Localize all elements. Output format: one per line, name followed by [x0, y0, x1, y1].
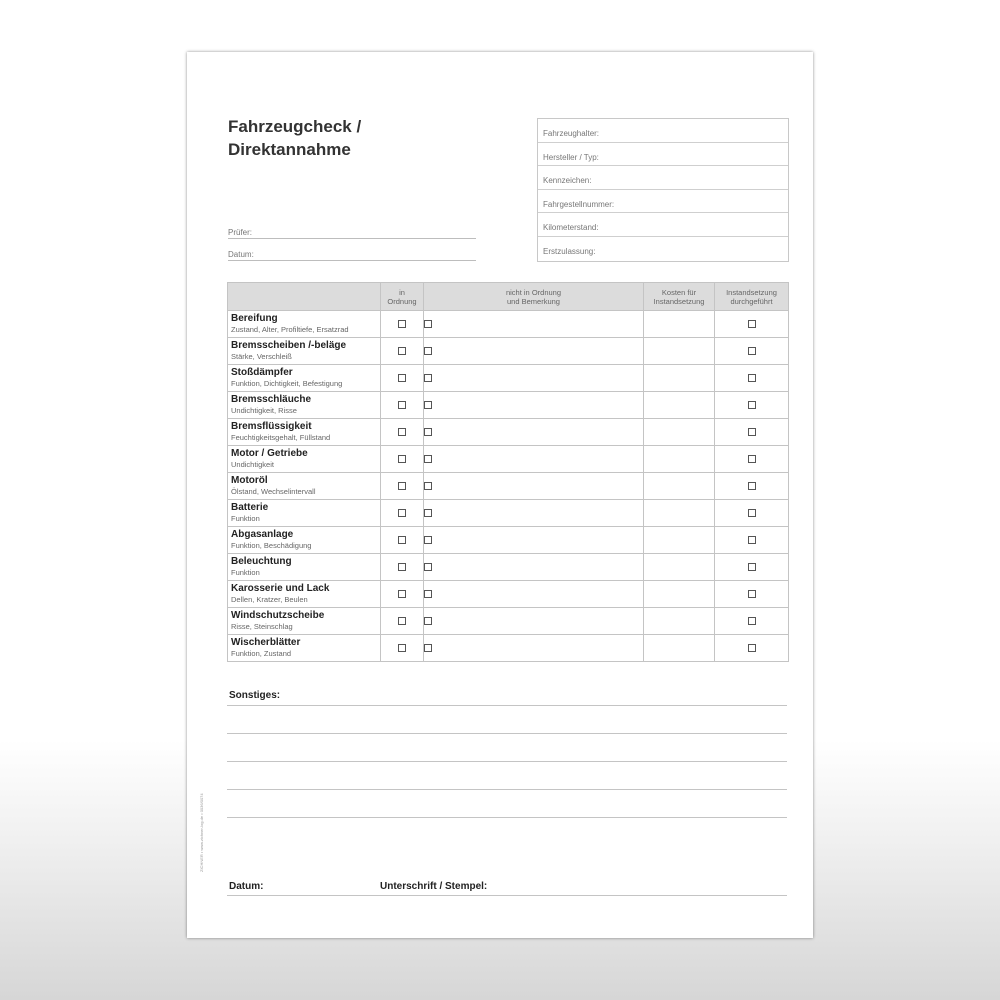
- in-ordnung-cell: [381, 581, 424, 608]
- instandsetzung-cell: [715, 338, 789, 365]
- table-row: [228, 365, 789, 392]
- instandsetzung-cell: [715, 635, 789, 662]
- kosten-cell[interactable]: [644, 419, 715, 446]
- instandsetzung-checkbox[interactable]: [748, 590, 756, 598]
- pruefer-label: Prüfer:: [228, 228, 253, 237]
- kosten-cell[interactable]: [644, 392, 715, 419]
- header-text: und Bemerkung: [507, 296, 560, 306]
- nicht-in-ordnung-checkbox[interactable]: [424, 401, 432, 409]
- sonstiges-label: Sonstiges:: [229, 690, 281, 701]
- instandsetzung-checkbox[interactable]: [748, 401, 756, 409]
- vehicle-field-erstzulassung[interactable]: [538, 237, 788, 261]
- item-description: Funktion: [231, 514, 260, 523]
- in-ordnung-checkbox[interactable]: [398, 590, 406, 598]
- kosten-cell[interactable]: [644, 500, 715, 527]
- vehicle-field-label: Kilometerstand:: [543, 223, 599, 232]
- instandsetzung-cell: [715, 311, 789, 338]
- in-ordnung-cell: [381, 365, 424, 392]
- table-row: [228, 473, 789, 500]
- instandsetzung-cell: [715, 581, 789, 608]
- kosten-cell[interactable]: [644, 338, 715, 365]
- nicht-in-ordnung-checkbox[interactable]: [424, 563, 432, 571]
- instandsetzung-cell: [715, 365, 789, 392]
- nicht-in-ordnung-checkbox[interactable]: [424, 617, 432, 625]
- item-cell: [228, 473, 381, 500]
- in-ordnung-cell: [381, 554, 424, 581]
- writing-line[interactable]: [227, 705, 787, 706]
- table-row: [228, 311, 789, 338]
- header-nicht-in-ordnung: [424, 283, 644, 311]
- item-description: Undichtigkeit, Risse: [231, 406, 297, 415]
- instandsetzung-checkbox[interactable]: [748, 455, 756, 463]
- item-name: Windschutzscheibe: [231, 610, 325, 621]
- kosten-cell[interactable]: [644, 608, 715, 635]
- table-row: [228, 500, 789, 527]
- item-name: Beleuchtung: [231, 556, 292, 567]
- in-ordnung-checkbox[interactable]: [398, 347, 406, 355]
- in-ordnung-cell: [381, 419, 424, 446]
- item-name: Motoröl: [231, 475, 268, 486]
- form-title: [228, 115, 361, 161]
- in-ordnung-cell: [381, 338, 424, 365]
- in-ordnung-cell: [381, 527, 424, 554]
- form-page: [187, 52, 813, 938]
- item-name: Batterie: [231, 502, 269, 513]
- vehicle-field-kennzeichen[interactable]: [538, 166, 788, 190]
- item-description: Funktion, Beschädigung: [231, 541, 312, 550]
- vehicle-field-kilometer[interactable]: [538, 213, 788, 237]
- nicht-in-ordnung-checkbox[interactable]: [424, 347, 432, 355]
- table-header-row: [228, 283, 789, 311]
- item-cell: [228, 527, 381, 554]
- writing-line[interactable]: [227, 789, 787, 790]
- item-name: Bremsflüssigkeit: [231, 421, 312, 432]
- table-row: [228, 392, 789, 419]
- item-description: Funktion, Dichtigkeit, Befestigung: [231, 379, 343, 388]
- signature-line[interactable]: [227, 895, 787, 896]
- item-cell: [228, 635, 381, 662]
- header-item: [228, 283, 381, 311]
- header-in-ordnung: [381, 283, 424, 311]
- in-ordnung-checkbox[interactable]: [398, 644, 406, 652]
- header-text: nicht in Ordnung: [505, 287, 562, 297]
- pruefer-field[interactable]: [228, 216, 476, 239]
- vehicle-field-label: Kennzeichen:: [543, 176, 592, 185]
- writing-line[interactable]: [227, 817, 787, 818]
- item-cell: [228, 608, 381, 635]
- item-cell: [228, 338, 381, 365]
- nicht-in-ordnung-cell: [424, 581, 644, 608]
- item-cell: [228, 446, 381, 473]
- header-text: Instandsetzung: [653, 296, 705, 306]
- nicht-in-ordnung-checkbox[interactable]: [424, 428, 432, 436]
- nicht-in-ordnung-cell: [424, 338, 644, 365]
- item-description: Dellen, Kratzer, Beulen: [231, 595, 308, 604]
- in-ordnung-checkbox[interactable]: [398, 455, 406, 463]
- in-ordnung-checkbox[interactable]: [398, 428, 406, 436]
- nicht-in-ordnung-cell: [424, 365, 644, 392]
- item-description: Funktion, Zustand: [231, 649, 292, 658]
- nicht-in-ordnung-checkbox[interactable]: [424, 320, 432, 328]
- in-ordnung-checkbox[interactable]: [398, 617, 406, 625]
- instandsetzung-checkbox[interactable]: [748, 617, 756, 625]
- nicht-in-ordnung-cell: [424, 527, 644, 554]
- in-ordnung-checkbox[interactable]: [398, 401, 406, 409]
- item-cell: [228, 392, 381, 419]
- check-table: [227, 282, 789, 662]
- in-ordnung-cell: [381, 500, 424, 527]
- in-ordnung-cell: [381, 311, 424, 338]
- item-cell: [228, 500, 381, 527]
- table-row: [228, 419, 789, 446]
- header-text: Instandsetzung: [726, 287, 777, 297]
- instandsetzung-cell: [715, 527, 789, 554]
- item-description: Zustand, Alter, Profiltiefe, Ersatzrad: [231, 325, 349, 334]
- table-row: [228, 635, 789, 662]
- vehicle-field-hersteller[interactable]: [538, 143, 788, 167]
- header-text: Kosten für: [661, 287, 697, 297]
- vehicle-field-label: Fahrzeughalter:: [543, 129, 600, 138]
- nicht-in-ordnung-cell: [424, 392, 644, 419]
- instandsetzung-cell: [715, 500, 789, 527]
- item-name: Motor / Getriebe: [231, 448, 308, 459]
- table-row: [228, 338, 789, 365]
- vehicle-field-halter[interactable]: [538, 119, 788, 143]
- in-ordnung-checkbox[interactable]: [398, 374, 406, 382]
- instandsetzung-checkbox[interactable]: [748, 320, 756, 328]
- datum-field[interactable]: [228, 238, 476, 261]
- item-description: Feuchtigkeitsgehalt, Füllstand: [231, 433, 331, 442]
- kosten-cell[interactable]: [644, 365, 715, 392]
- vehicle-field-label: Erstzulassung:: [543, 246, 596, 256]
- vehicle-field-label: Hersteller / Typ:: [543, 152, 599, 162]
- instandsetzung-checkbox[interactable]: [748, 428, 756, 436]
- table-row: [228, 581, 789, 608]
- writing-line[interactable]: [227, 733, 787, 734]
- item-name: Bremsschläuche: [231, 394, 312, 405]
- header-instandsetzung: [715, 283, 789, 311]
- vehicle-info-box: [537, 118, 789, 262]
- title-line-2: Direktannahme: [228, 140, 351, 159]
- table-row: [228, 608, 789, 635]
- writing-line[interactable]: [227, 761, 787, 762]
- nicht-in-ordnung-checkbox[interactable]: [424, 455, 432, 463]
- in-ordnung-checkbox[interactable]: [398, 482, 406, 490]
- nicht-in-ordnung-checkbox[interactable]: [424, 644, 432, 652]
- item-name: Wischerblätter: [231, 637, 301, 648]
- item-cell: [228, 554, 381, 581]
- item-description: Risse, Steinschlag: [231, 622, 293, 631]
- nicht-in-ordnung-cell: [424, 473, 644, 500]
- in-ordnung-cell: [381, 473, 424, 500]
- instandsetzung-checkbox[interactable]: [748, 509, 756, 517]
- instandsetzung-cell: [715, 392, 789, 419]
- item-name: Stoßdämpfer: [231, 367, 293, 378]
- nicht-in-ordnung-checkbox[interactable]: [424, 590, 432, 598]
- nicht-in-ordnung-cell: [424, 500, 644, 527]
- nicht-in-ordnung-cell: [424, 554, 644, 581]
- vehicle-field-fahrgestell[interactable]: [538, 190, 788, 214]
- header-text: Ordnung: [387, 296, 417, 306]
- table-row: [228, 527, 789, 554]
- header-text: durchgeführt: [730, 296, 773, 306]
- nicht-in-ordnung-cell: [424, 608, 644, 635]
- nicht-in-ordnung-checkbox[interactable]: [424, 374, 432, 382]
- nicht-in-ordnung-cell: [424, 419, 644, 446]
- datum-label: Datum:: [228, 250, 254, 259]
- table-row: [228, 554, 789, 581]
- kosten-cell[interactable]: [644, 311, 715, 338]
- header-text: in: [399, 287, 405, 297]
- item-cell: [228, 419, 381, 446]
- kosten-cell[interactable]: [644, 554, 715, 581]
- instandsetzung-checkbox[interactable]: [748, 374, 756, 382]
- item-name: Karosserie und Lack: [231, 583, 330, 594]
- item-description: Ölstand, Wechselintervall: [231, 487, 316, 496]
- kosten-cell[interactable]: [644, 635, 715, 662]
- header-kosten: [644, 283, 715, 311]
- nicht-in-ordnung-checkbox[interactable]: [424, 509, 432, 517]
- instandsetzung-cell: [715, 608, 789, 635]
- item-description: Undichtigkeit: [231, 460, 274, 469]
- nicht-in-ordnung-checkbox[interactable]: [424, 482, 432, 490]
- in-ordnung-checkbox[interactable]: [398, 320, 406, 328]
- footer-datum-label: Datum:: [229, 881, 264, 892]
- kosten-cell[interactable]: [644, 527, 715, 554]
- instandsetzung-checkbox[interactable]: [748, 563, 756, 571]
- in-ordnung-cell: [381, 608, 424, 635]
- instandsetzung-checkbox[interactable]: [748, 347, 756, 355]
- instandsetzung-checkbox[interactable]: [748, 482, 756, 490]
- in-ordnung-checkbox[interactable]: [398, 536, 406, 544]
- instandsetzung-cell: [715, 554, 789, 581]
- item-cell: [228, 581, 381, 608]
- footer-signature-label: Unterschrift / Stempel:: [380, 881, 488, 892]
- in-ordnung-checkbox[interactable]: [398, 563, 406, 571]
- instandsetzung-checkbox[interactable]: [748, 536, 756, 544]
- kosten-cell[interactable]: [644, 473, 715, 500]
- nicht-in-ordnung-checkbox[interactable]: [424, 536, 432, 544]
- nicht-in-ordnung-cell: [424, 311, 644, 338]
- instandsetzung-checkbox[interactable]: [748, 644, 756, 652]
- item-description: Stärke, Verschleiß: [231, 352, 292, 361]
- nicht-in-ordnung-cell: [424, 446, 644, 473]
- check-table-body: [228, 311, 789, 662]
- in-ordnung-checkbox[interactable]: [398, 509, 406, 517]
- item-name: Bereifung: [231, 313, 278, 324]
- vehicle-field-label: Fahrgestellnummer:: [543, 199, 615, 209]
- instandsetzung-cell: [715, 419, 789, 446]
- table-row: [228, 446, 789, 473]
- kosten-cell[interactable]: [644, 446, 715, 473]
- item-cell: [228, 311, 381, 338]
- in-ordnung-cell: [381, 635, 424, 662]
- in-ordnung-cell: [381, 392, 424, 419]
- instandsetzung-cell: [715, 473, 789, 500]
- item-cell: [228, 365, 381, 392]
- nicht-in-ordnung-cell: [424, 635, 644, 662]
- item-description: Funktion: [231, 568, 260, 577]
- side-print: ZICHNER • www.zichner-log.de • 0036/0074: [199, 793, 204, 872]
- item-name: Bremsscheiben /-beläge: [231, 340, 347, 351]
- instandsetzung-cell: [715, 446, 789, 473]
- title-line-1: Fahrzeugcheck /: [228, 117, 362, 136]
- item-name: Abgasanlage: [231, 529, 294, 540]
- kosten-cell[interactable]: [644, 581, 715, 608]
- in-ordnung-cell: [381, 446, 424, 473]
